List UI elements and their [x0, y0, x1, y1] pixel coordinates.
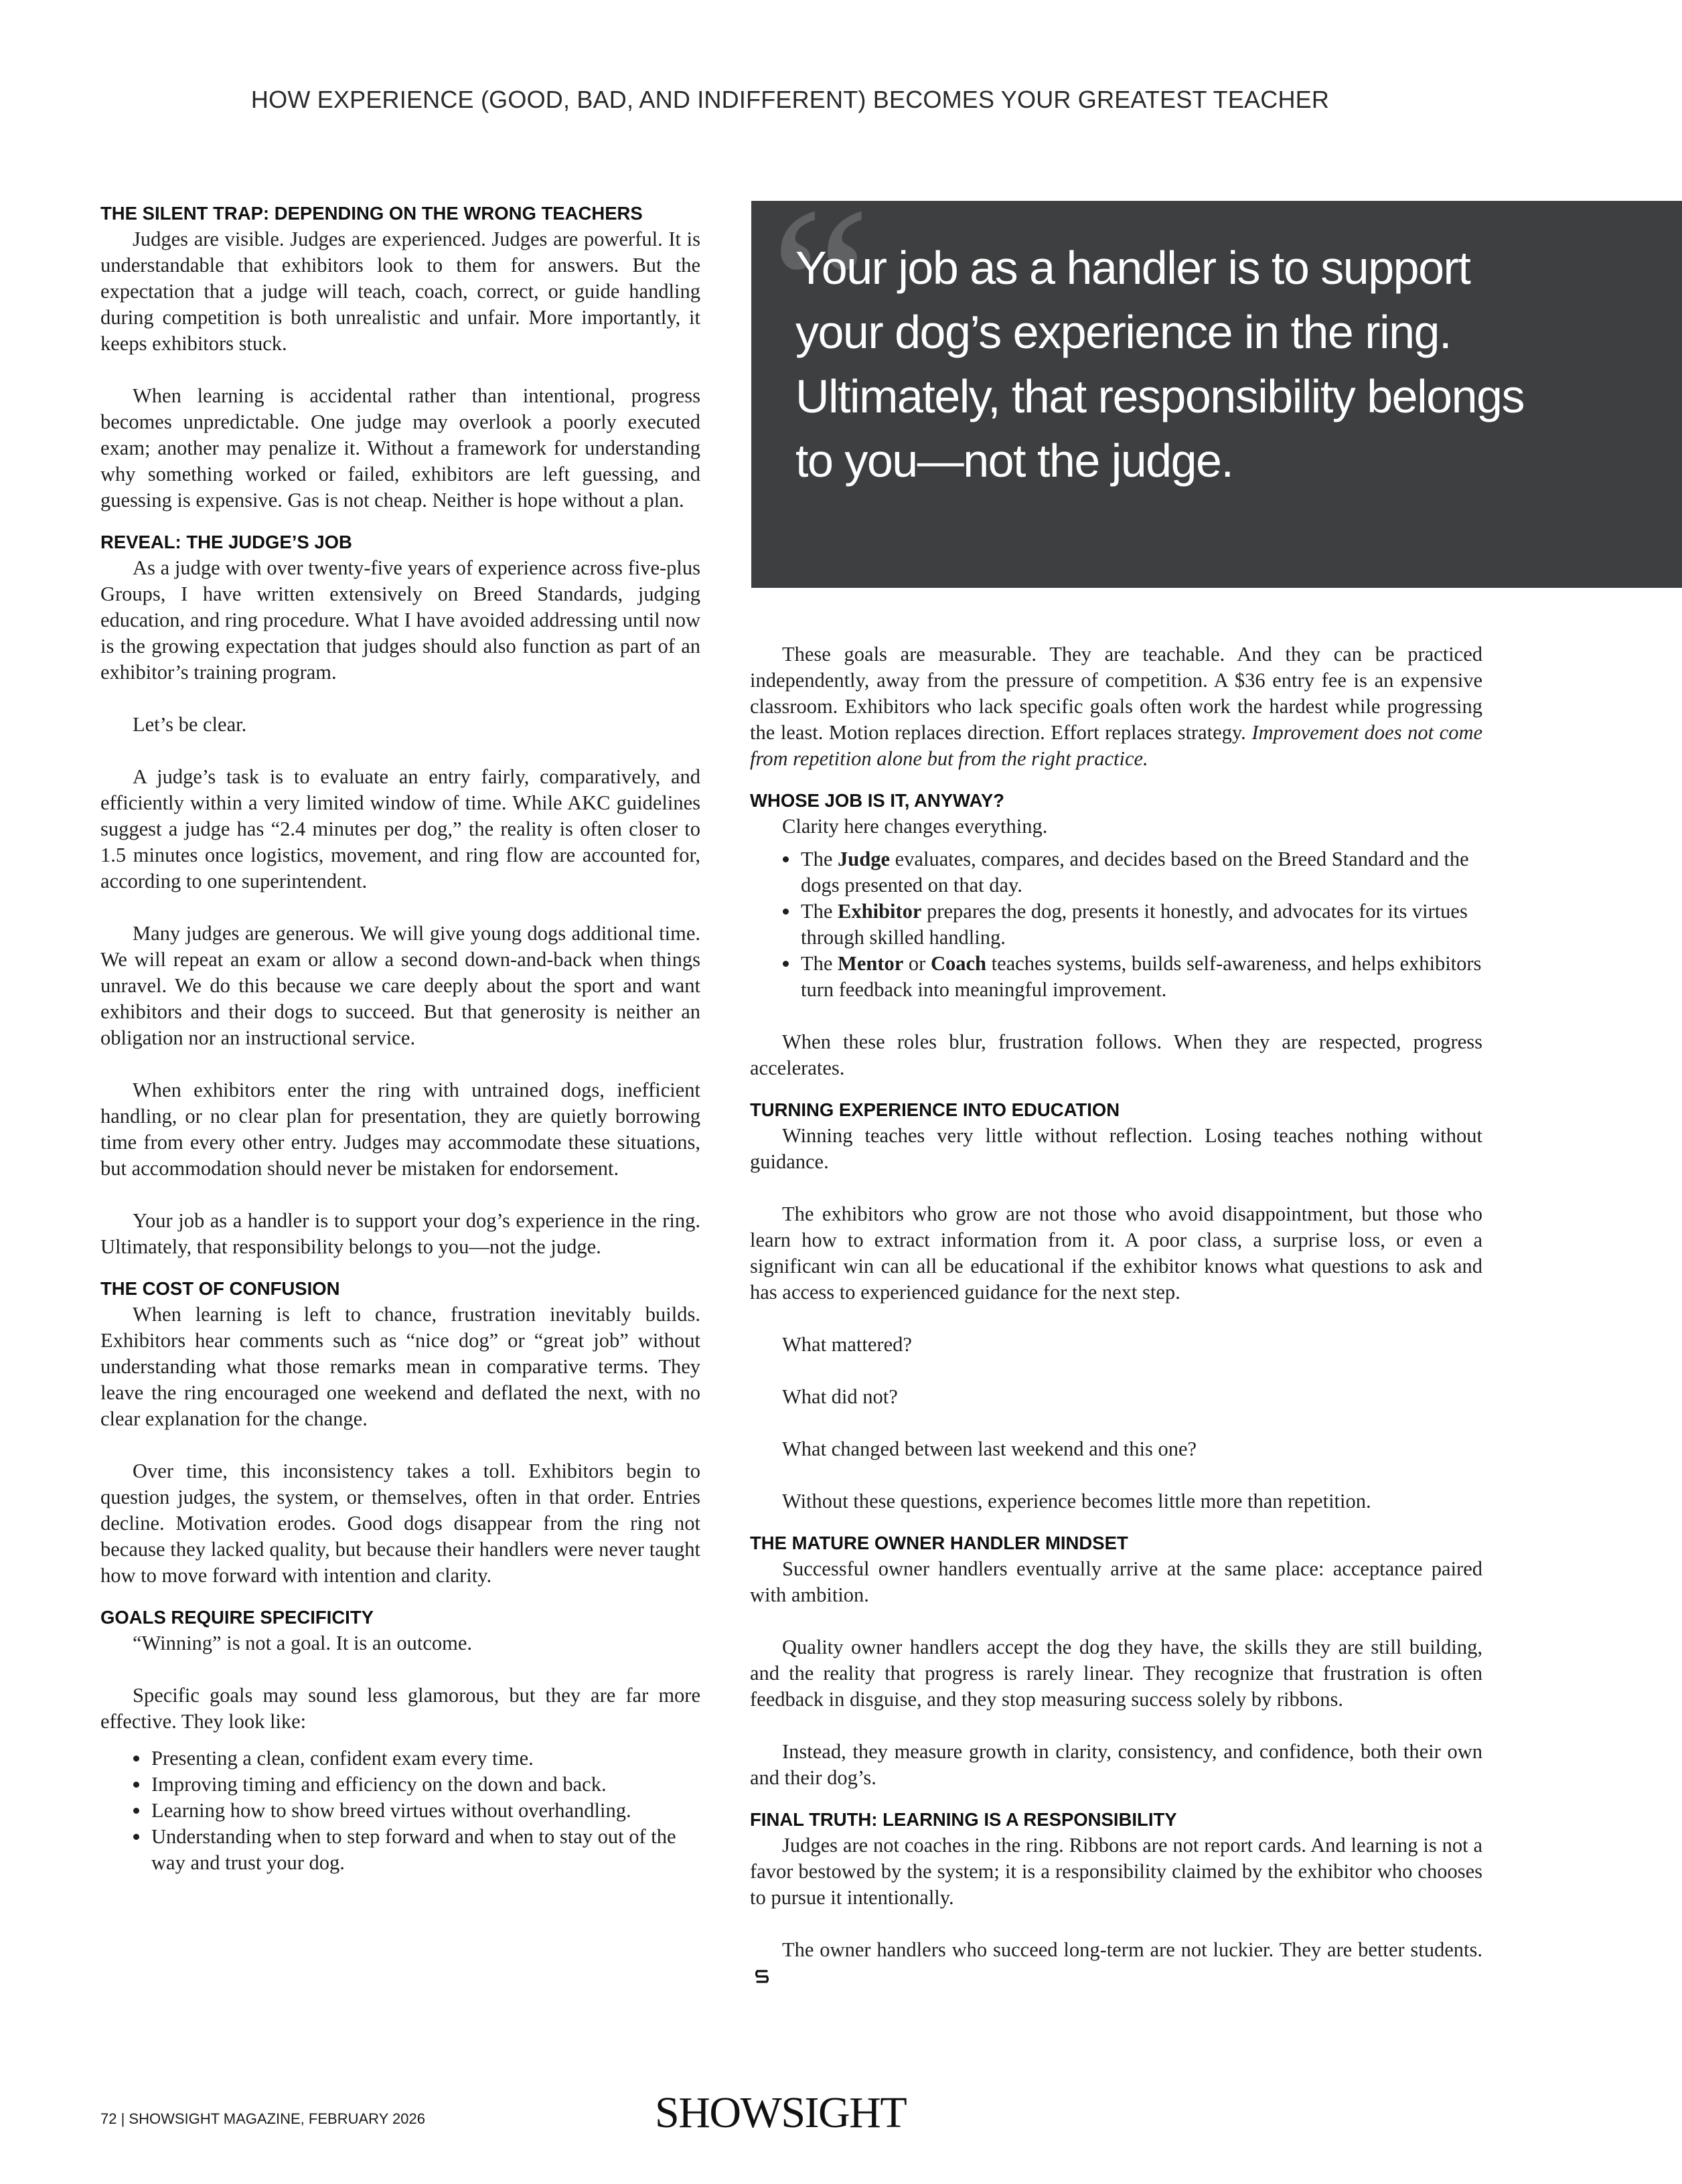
section-heading-goals: GOALS REQUIRE SPECIFICITY [100, 1607, 374, 1628]
quote-mark-icon: “ [770, 160, 871, 412]
running-header: HOW EXPERIENCE (GOOD, BAD, AND INDIFFERENT) BECOMES YOUR GREATEST TEACHER [250, 86, 1330, 113]
paragraph: Clarity here changes everything. [782, 815, 1048, 838]
list-item-mentor: • The Mentor or Coach teaches systems, builds self-awareness, and helps exhibitors turn feedback into meaningful improvement. [799, 951, 1482, 1003]
roles-list [750, 846, 1482, 1003]
left-column [100, 201, 700, 1876]
paragraph: When learning is left to chance, frustration inevitably builds. Exhibitors hear comments such as “nice dog” or “great job” without understanding what those remarks mean in comparative terms. They leave the ring encouraged one weekend and deflated the next, with no clear explanation for the change. [100, 1303, 700, 1430]
footer-page-info: 72 | SHOWSIGHT MAGAZINE, FEBRUARY 2026 [100, 2110, 425, 2127]
section-heading-mature: THE MATURE OWNER HANDLER MINDSET [750, 1533, 1128, 1553]
paragraph: Successful owner handlers eventually arrive at the same place: acceptance paired with ambition. [750, 1557, 1482, 1606]
section-heading-whose-job: WHOSE JOB IS IT, ANYWAY? [750, 790, 1004, 811]
paragraph: Winning teaches very little without reflection. Losing teaches nothing without guidance. [750, 1124, 1482, 1173]
section-heading-turning: TURNING EXPERIENCE INTO EDUCATION [750, 1099, 1120, 1120]
paragraph: “Winning” is not a goal. It is an outcome. [133, 1632, 472, 1654]
paragraph: When these roles blur, frustration follows. When they are respected, progress accelerates. [750, 1030, 1482, 1079]
paragraph: The exhibitors who grow are not those who avoid disappointment, but those who learn how to extract information from it. A poor class, a surprise loss, or even a significant win can all be educational if the exhibitor knows what questions to ask and has access to experienced guidance for the next step. [750, 1202, 1482, 1304]
goals-list [100, 1745, 700, 1876]
paragraph: Over time, this inconsistency takes a toll. Exhibitors begin to question judges, the system, or themselves, often in that order. Entries decline. Motivation erodes. Good dogs disappear from the ring not because they lacked quality, but because their handlers were never taught how to move forward with intention and clarity. [100, 1460, 700, 1587]
paragraph: Specific goals may sound less glamorous, but they are far more effective. They look like: [100, 1684, 700, 1733]
pull-quote-box [751, 160, 1682, 588]
italic-sentence: Improvement does not come from repetition alone but from the right practice. [750, 721, 1483, 770]
paragraph: Your job as a handler is to support your dog’s experience in the ring. Ultimately, that responsibility belongs to you—not the judge. [100, 1209, 700, 1258]
list-item: • Presenting a clean, confident exam every time. [150, 1745, 700, 1772]
paragraph: These goals are measurable. They are teachable. And they can be practiced independently, away from the pressure of competition. A $36 entry fee is an expensive classroom. Exhibitors who lack specific goals often work the hardest while progressing the least. Motion replaces direction. Effort replaces strategy. Improvement does not come from repetition alone but from the right practice. [750, 643, 1483, 770]
paragraph: Let’s be clear. [133, 713, 247, 736]
paragraph: Instead, they measure growth in clarity, consistency, and confidence, both their own and their dog’s. [750, 1740, 1482, 1789]
paragraph: Quality owner handlers accept the dog they have, the skills they are still building, and the reality that progress is rarely linear. They recognize that frustration is often feedback in disguise, and they stop measuring success solely by ribbons. [750, 1636, 1482, 1711]
section-heading-final: FINAL TRUTH: LEARNING IS A RESPONSIBILITY [750, 1809, 1177, 1830]
list-item: • Understanding when to step forward and when to stay out of the way and trust your dog. [150, 1824, 700, 1876]
question-line: What did not? [782, 1385, 898, 1408]
end-mark-icon [754, 1968, 770, 1984]
pull-quote-text: Your job as a handler is to support your dog’s experience in the ring. Ultimately, that responsibility belongs to you—not the judge. [795, 242, 1524, 487]
question-line: Without these questions, experience becomes little more than repetition. [782, 1490, 1371, 1512]
paragraph: When learning is accidental rather than intentional, progress becomes unpredictable. One judge may overlook a poorly executed exam; another may penalize it. Without a framework for understanding why something worked or failed, exhibitors are left guessing, and guessing is expensive. Gas is not cheap. Neither is hope without a plan. [100, 384, 700, 512]
list-item: • Improving timing and efficiency on the down and back. [150, 1772, 700, 1798]
section-heading-reveal: REVEAL: THE JUDGE’S JOB [100, 532, 352, 552]
list-item-exhibitor: • The Exhibitor prepares the dog, presents it honestly, and advocates for its virtues through skilled handling. [799, 899, 1482, 951]
paragraph: Many judges are generous. We will give young dogs additional time. We will repeat an exam or allow a second down-and-back when things unravel. We do this because we care deeply about the sport and want exhibitors and their dogs to succeed. But that generosity is neither an obligation nor an instructional service. [100, 922, 700, 1049]
section-heading-confusion: THE COST OF CONFUSION [100, 1278, 340, 1299]
showsight-logo: SHOWSIGHT [655, 2088, 907, 2137]
paragraph: The owner handlers who succeed long-term are not luckier. They are better students. [750, 1937, 1482, 1989]
right-column [750, 641, 1482, 1989]
paragraph: As a judge with over twenty-five years of experience across five-plus Groups, I have written extensively on Breed Standards, judging education, and ring procedure. What I have avoided addressing until now is the growing expectation that judges should also function as part of an exhibitor’s training program. [100, 556, 700, 684]
paragraph: A judge’s task is to evaluate an entry fairly, comparatively, and efficiently within a very limited window of time. While AKC guidelines suggest a judge has “2.4 minutes per dog,” the reality is often closer to 1.5 minutes once logistics, movement, and ring flow are accounted for, according to one superintendent. [100, 765, 700, 892]
list-item: • Learning how to show breed virtues without overhandling. [150, 1798, 700, 1824]
paragraph: Judges are visible. Judges are experienced. Judges are powerful. It is understandable that exhibitors look to them for answers. But the expectation that a judge will teach, coach, correct, or guide handling during competition is both unrealistic and unfair. More importantly, it keeps exhibitors stuck. [100, 228, 700, 355]
section-heading-silent-trap: THE SILENT TRAP: DEPENDING ON THE WRONG TEACHERS [100, 203, 643, 224]
question-line: What mattered? [782, 1333, 912, 1356]
paragraph: When exhibitors enter the ring with untrained dogs, inefficient handling, or no clear plan for presentation, they are quietly borrowing time from every other entry. Judges may accommodate these situations, but accommodation should never be mistaken for endorsement. [100, 1079, 700, 1180]
list-item-judge: • The Judge evaluates, compares, and decides based on the Breed Standard and the dogs presented on that day. [799, 846, 1482, 899]
question-line: What changed between last weekend and this one? [782, 1437, 1197, 1460]
paragraph: Judges are not coaches in the ring. Ribbons are not report cards. And learning is not a favor bestowed by the system; it is a responsibility claimed by the exhibitor who chooses to pursue it intentionally. [750, 1834, 1482, 1909]
